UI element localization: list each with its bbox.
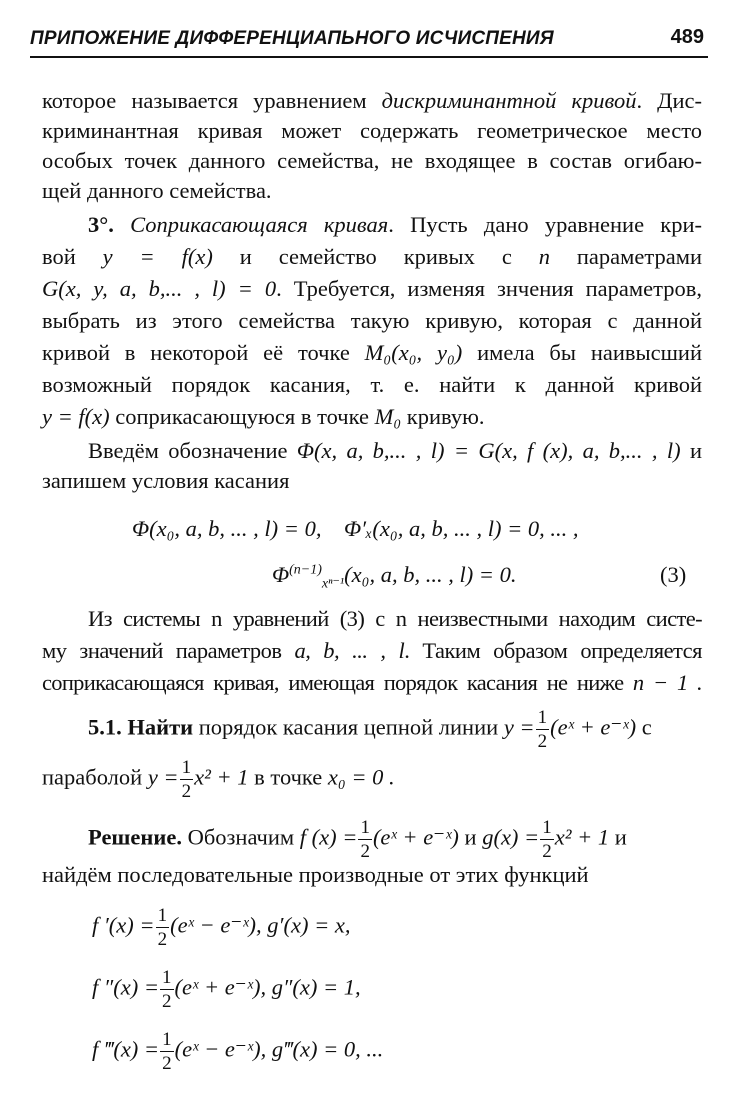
equation-line: Φ(x₀, a, b, ... , l) = 0, Φ′ₓ(x₀, a, b, ... , l) = 0, ... , xyxy=(132,516,579,541)
text-line: которое называется уравнением дискриминантной кривой. Дис- xyxy=(42,88,703,113)
solution-line: Решение. Обозначим f (x) = $\frac{1}{2}$ (eˣ + e⁻ˣ) и g(x) = $\frac{1}{2}$ x² + 1 и xyxy=(88,817,627,862)
text-line: щей данного семейства. xyxy=(42,178,272,203)
term-discriminant-curve: дискриминантной кривой xyxy=(381,88,637,113)
running-header xyxy=(30,24,708,58)
text-line: возможный порядок касания, т. е. найти к данной кривой xyxy=(42,372,702,397)
text-line: особых точек данного семейства, не входящее в состав огибаю- xyxy=(42,148,702,173)
text-line: y = f(x) соприкасающуюся в точке M₀ кривую. xyxy=(42,404,485,429)
section-heading-line: 3°. Соприкасающаяся кривая. Пусть дано уравнение кри- xyxy=(88,212,702,237)
text-line: криминантная кривая может содержать геометрическое место xyxy=(42,118,702,143)
problem-number: 5.1. Найти xyxy=(88,714,194,740)
solution-label: Решение. xyxy=(88,824,182,850)
derivative-2: f ″(x) = $\frac{1}{2}$ (eˣ + e⁻ˣ), g″(x) = 1, xyxy=(92,967,361,1012)
text-line: кривой в некоторой её точке M₀(x₀, y₀) имела бы наивысший xyxy=(42,340,703,365)
text-line: выбрать из этого семейства такую кривую, которая с данной xyxy=(42,308,702,333)
text-line: параболой y = $\frac{1}{2}$ x² + 1 в точке x₀ = 0 . xyxy=(42,757,395,802)
text-line: найдём последовательные производные от этих функций xyxy=(42,862,589,887)
equation-number: (3) xyxy=(660,562,687,587)
family-equation: G(x, y, a, b,... , l) = 0 xyxy=(42,276,277,301)
section-number: 3°. xyxy=(88,212,114,237)
equation-3: $\Phi^{(n-1)}_{x^{n-1}}(x_0$, a, b, ... , l) = 0. xyxy=(272,562,517,592)
text-line: соприкасающаяся кривая, имеющая порядок касания не ниже n − 1 . xyxy=(42,670,702,695)
text-line: вой y = f(x) и семейство кривых с n параметрами xyxy=(42,244,703,269)
problem-5-1: 5.1. Найти порядок касания цепной линии y = $\frac{1}{2}$ (eˣ + e⁻ˣ) с xyxy=(88,707,652,752)
derivative-3: f ‴(x) = $\frac{1}{2}$ (eˣ − e⁻ˣ), g‴(x) = 0, ... xyxy=(92,1029,384,1074)
section-title: Соприкасающаяся кривая xyxy=(130,212,389,237)
text-line: му значений параметров a, b, ... , l. Таким образом определяется xyxy=(42,638,702,663)
text-line: Из системы n уравнений (3) с n неизвестными находим систе- xyxy=(88,606,702,631)
page-number: 489 xyxy=(670,26,704,48)
text-line: запишем условия касания xyxy=(42,468,290,493)
text-line: Введём обозначение Φ(x, a, b,... , l) = G(x, f (x), a, b,... , l) и xyxy=(88,438,702,463)
text-line: G(x, y, a, b,... , l) = 0. Требуется, изменяя знчения параметров, xyxy=(42,276,702,301)
header-title: ПРИПОЖЕНИЕ ДИФФЕРЕНЦИАПЬНОГО ИСЧИСПЕНИЯ xyxy=(30,28,554,49)
derivative-1: f ′(x) = $\frac{1}{2}$ (eˣ − e⁻ˣ), g′(x) = x, xyxy=(92,905,351,950)
